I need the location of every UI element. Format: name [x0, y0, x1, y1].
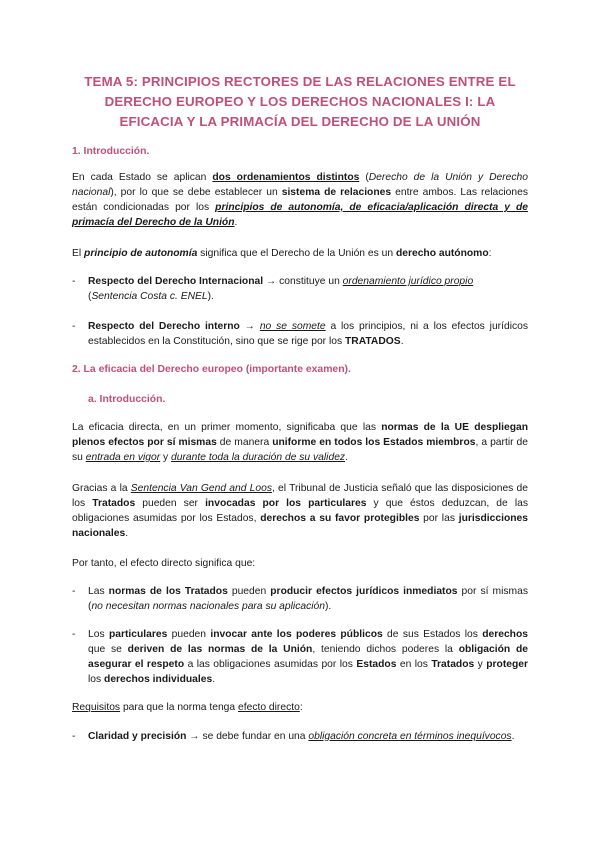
page-title: [60, 72, 540, 132]
list-item-normas-tratados: - Las normas de los Tratados pueden producir efectos jurídicos inmediatos por sí mismas (no necesitan normas nacionales para su aplicación).: [72, 586, 528, 612]
paragraph-eficacia-directa: La eficacia directa, en un primer momento, significaba que las normas de la UE despliegan plenos efectos por sí mismas de manera uniforme en todos los Estados miembros, a partir de su entrada en vigor y durante toda la duración de su validez.: [72, 422, 528, 463]
list-item-derecho-internacional: - Respecto del Derecho Internacional → constituye un ordenamiento jurídico propio (Sentencia Costa c. ENEL).: [72, 276, 474, 302]
subsection-heading-introduccion: a. Introducción.: [88, 394, 166, 405]
paragraph-ordenamientos: En cada Estado se aplican dos ordenamientos distintos (Derecho de la Unión y Derecho nacional), por lo que se debe establecer un sistema de relaciones entre ambos. Las relaciones están condicionadas por los principios de autonomía, de eficacia/aplicación directa y de primacía del Derecho de la Unión.: [72, 172, 528, 228]
section-heading-eficacia: 2. La eficacia del Derecho europeo (importante examen).: [72, 364, 351, 375]
title-line-3: EFICACIA Y LA PRIMACÍA DEL DERECHO DE LA UNIÓN: [119, 114, 481, 129]
title-line-2: DERECHO EUROPEO Y LOS DERECHOS NACIONALES I: LA: [104, 94, 496, 109]
paragraph-requisitos: Requisitos para que la norma tenga efecto directo:: [72, 702, 303, 713]
list-item-derecho-interno: - Respecto del Derecho interno → no se somete a los principios, ni a los efectos jurídicos establecidos en la Constitución, sino que se rige por los TRATADOS.: [72, 321, 529, 347]
section-heading-introduccion: 1. Introducción.: [72, 146, 150, 157]
paragraph-autonomia: El principio de autonomía significa que el Derecho de la Unión es un derecho autónomo:: [72, 248, 492, 259]
list-item-particulares: - Los particulares pueden invocar ante los poderes públicos de sus Estados los derechos que se deriven de las normas de la Unión, teniendo dichos poderes la obligación de asegurar el respeto a las obligaciones asumidas por los Estados en los Tratados y proteger los derechos individuales.: [72, 629, 529, 685]
paragraph-efecto-directo: Por tanto, el efecto directo significa que:: [72, 558, 256, 569]
list-item-claridad-precision: - Claridad y precisión → se debe fundar en una obligación concreta en términos inequívocos.: [72, 731, 515, 742]
title-line-1: TEMA 5: PRINCIPIOS RECTORES DE LAS RELACIONES ENTRE EL: [84, 74, 516, 89]
paragraph-van-gend: Gracias a la Sentencia Van Gend and Loos, el Tribunal de Justicia señaló que las disposiciones de los Tratados pueden ser invocadas por los particulares y que éstos deduzcan, de las obligaciones asumidas por los Estados, derechos a su favor protegibles por las jurisdicciones nacionales.: [72, 483, 528, 539]
